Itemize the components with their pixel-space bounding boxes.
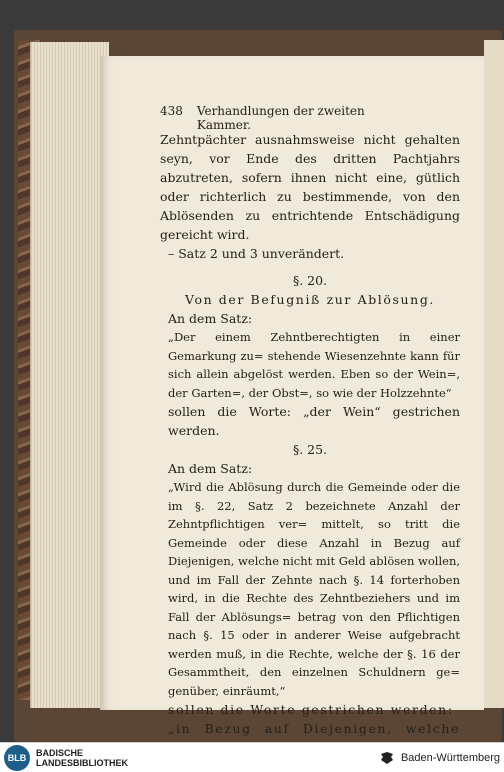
paragraph: sollen die Worte gestrichen werden:: [168, 702, 454, 717]
running-title: Verhandlungen der zweiten Kammer.: [196, 104, 365, 132]
state-brand[interactable]: [379, 750, 500, 766]
library-name-line-2: LANDESBIBLIOTHEK: [36, 757, 128, 768]
blb-logo[interactable]: BLB: [4, 745, 30, 771]
paragraph: – Satz 2 und 3 unverändert.: [168, 246, 345, 261]
state-name: Baden-Württemberg: [400, 751, 500, 764]
library-footer: [0, 742, 504, 772]
page-header: [160, 104, 408, 132]
quote: „in Bezug auf Diejenigen, welche: [168, 721, 460, 736]
page-body: [160, 130, 460, 757]
section-heading: §. 25.: [292, 442, 328, 457]
paragraph: An dem Satz:: [168, 311, 253, 326]
library-name: [36, 748, 128, 768]
paragraph: Zehntpächter ausnahmsweise nicht gehalten seyn, vor Ende des dritten Pachtjahrs abzutreten, sofern ihnen nicht eine, gütlich oder richterlich zu bestimmende, von den Ablösenden zu entrichtende Entschädigung gereicht wird.: [160, 132, 460, 242]
library-name-line-1: BADISCHE: [36, 747, 84, 758]
quote: „Wird die Ablösung durch die Gemeinde oder die im §. 22, Satz 2 bezeichnete Anzahl der Zehntpflichtigen ver= mittelt, so tritt die Gemeinde oder diese Anzahl in Bezug auf Diejenigen, welche nicht mit Geld ablösen wollen, und im Fall der Zehnte nach §. 14 forterhoben wird, in die Rechte des Zehntbeziehers und im Fall der Ablösungs= betrag von den Pflichtigen nach §. 15 oder in anderer Weise aufgebracht werden muß, in die Rechte, welche der §. 16 der Gesammtheit, den einzelnen Schuldnern ge= genüber, einräumt,“: [168, 480, 461, 698]
section-title: Von der Befugniß zur Ablösung.: [184, 292, 436, 307]
paragraph: An dem Satz:: [168, 461, 253, 476]
section-heading: §. 20.: [292, 273, 328, 288]
page-number: 438: [160, 104, 183, 118]
quote: „Der einem Zehntberechtigten in einer Gemarkung zu= stehende Wiesenzehnte kann für sich allein abgelöst werden. Eben so der Wein=, der Garten=, der Obst=, so wie der Holzzehnte“: [168, 330, 460, 400]
state-coat-of-arms-icon: [379, 750, 395, 766]
page-stack-edge: [30, 42, 109, 708]
paragraph: sollen die Worte: „der Wein“ gestrichen werden.: [168, 404, 460, 438]
right-page-edge: [484, 40, 504, 708]
